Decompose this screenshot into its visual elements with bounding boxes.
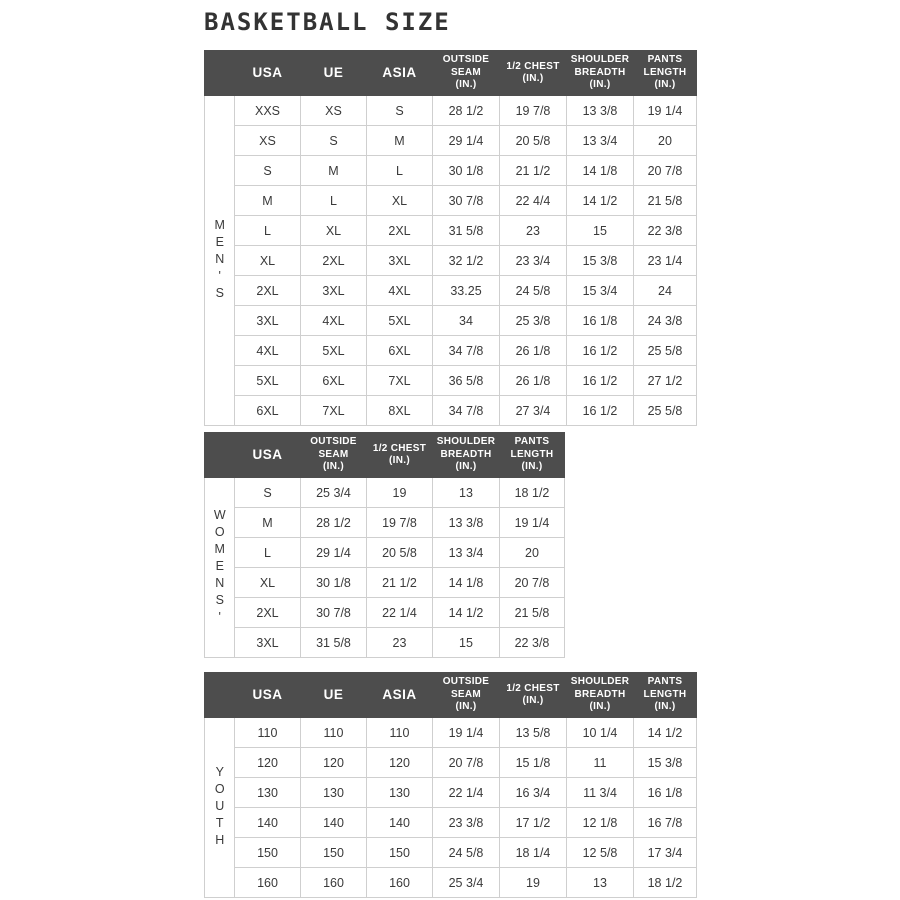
group-label-text: YOUTH — [212, 765, 227, 850]
cell: 14 1/2 — [567, 186, 634, 216]
column-header-outside-seam — [433, 673, 500, 718]
table-row — [205, 808, 697, 838]
mens-table-body — [205, 96, 697, 426]
cell: 7XL — [367, 366, 433, 396]
column-header-text: OUTSIDE SEAM — [442, 676, 490, 700]
cell: 29 1/4 — [301, 538, 367, 568]
column-header-unit: (IN.) — [654, 79, 676, 91]
cell: M — [235, 186, 301, 216]
cell: 13 3/8 — [567, 96, 634, 126]
table-row — [205, 246, 697, 276]
column-header-usa — [235, 673, 301, 718]
cell: 5XL — [367, 306, 433, 336]
cell: 30 1/8 — [301, 568, 367, 598]
cell: 15 — [433, 628, 500, 658]
cell: 23 3/8 — [433, 808, 500, 838]
column-header-ue — [301, 51, 367, 96]
table-row — [205, 478, 565, 508]
cell: L — [301, 186, 367, 216]
cell: 3XL — [301, 276, 367, 306]
cell: 20 — [634, 126, 697, 156]
cell: 13 3/4 — [567, 126, 634, 156]
cell: 2XL — [367, 216, 433, 246]
column-header-text: SHOULDER BREADTH — [570, 676, 630, 700]
cell: 30 7/8 — [301, 598, 367, 628]
cell: 22 4/4 — [500, 186, 567, 216]
column-header-unit: (IN.) — [455, 79, 477, 91]
cell: 16 1/8 — [567, 306, 634, 336]
cell: L — [235, 216, 301, 246]
column-header-text: PANTS LENGTH — [510, 436, 554, 460]
table-row — [205, 748, 697, 778]
cell: 19 — [500, 868, 567, 898]
cell: 110 — [367, 718, 433, 748]
cell: 18 1/4 — [500, 838, 567, 868]
cell: 150 — [235, 838, 301, 868]
cell: 21 1/2 — [500, 156, 567, 186]
cell: 22 3/8 — [634, 216, 697, 246]
cell: 11 3/4 — [567, 778, 634, 808]
column-header-text: 1/2 CHEST — [506, 682, 560, 694]
cell: 2XL — [301, 246, 367, 276]
cell: 19 7/8 — [367, 508, 433, 538]
cell: 23 3/4 — [500, 246, 567, 276]
cell: S — [367, 96, 433, 126]
cell: 26 1/8 — [500, 336, 567, 366]
cell: 15 1/8 — [500, 748, 567, 778]
cell: S — [301, 126, 367, 156]
table-row — [205, 306, 697, 336]
cell: 6XL — [367, 336, 433, 366]
cell: 7XL — [301, 396, 367, 426]
table-row — [205, 336, 697, 366]
cell: 14 1/8 — [567, 156, 634, 186]
cell: XL — [301, 216, 367, 246]
column-header-text: UE — [323, 65, 344, 81]
column-header-shoulder-breadth — [567, 673, 634, 718]
cell: 29 1/4 — [433, 126, 500, 156]
cell: XL — [235, 246, 301, 276]
cell: 20 — [500, 538, 565, 568]
column-header-text: USA — [252, 65, 283, 81]
column-header-unit: (IN.) — [589, 79, 611, 91]
cell: 2XL — [235, 598, 301, 628]
corner-cell — [205, 433, 235, 478]
cell: L — [235, 538, 301, 568]
table-row — [205, 186, 697, 216]
cell: 16 7/8 — [634, 808, 697, 838]
corner-cell — [205, 51, 235, 96]
table-row — [205, 276, 697, 306]
column-header-text: PANTS LENGTH — [643, 54, 687, 78]
cell: 16 1/8 — [634, 778, 697, 808]
column-header-text: UE — [323, 687, 344, 703]
cell: 120 — [235, 748, 301, 778]
table-header-row — [205, 51, 697, 96]
table-header-row — [205, 433, 565, 478]
cell: 34 7/8 — [433, 396, 500, 426]
column-header-unit: (IN.) — [323, 461, 344, 473]
column-header-text: SHOULDER BREADTH — [570, 54, 630, 78]
cell: 24 5/8 — [433, 838, 500, 868]
column-header-text: USA — [252, 687, 283, 703]
youth-size-table — [204, 672, 697, 898]
table-row — [205, 598, 565, 628]
cell: M — [235, 508, 301, 538]
column-header-shoulder-breadth — [567, 51, 634, 96]
cell: 120 — [301, 748, 367, 778]
corner-cell — [205, 673, 235, 718]
cell: 25 5/8 — [634, 336, 697, 366]
cell: 4XL — [235, 336, 301, 366]
cell: 32 1/2 — [433, 246, 500, 276]
table-header-row — [205, 673, 697, 718]
cell: 14 1/2 — [634, 718, 697, 748]
column-header-text: 1/2 CHEST — [506, 60, 560, 72]
column-header-text: SHOULDER BREADTH — [436, 436, 496, 460]
cell: M — [301, 156, 367, 186]
cell: 150 — [301, 838, 367, 868]
cell: 20 7/8 — [433, 748, 500, 778]
cell: 15 3/8 — [567, 246, 634, 276]
cell: 25 3/8 — [500, 306, 567, 336]
cell: XS — [301, 96, 367, 126]
cell: 10 1/4 — [567, 718, 634, 748]
cell: 130 — [235, 778, 301, 808]
cell: 36 5/8 — [433, 366, 500, 396]
cell: 22 1/4 — [433, 778, 500, 808]
mens-size-table — [204, 50, 697, 426]
column-header-text: OUTSIDE SEAM — [310, 436, 357, 460]
cell: 24 3/8 — [634, 306, 697, 336]
cell: 22 1/4 — [367, 598, 433, 628]
table-row — [205, 126, 697, 156]
column-header-unit: (IN.) — [522, 695, 544, 706]
cell: S — [235, 156, 301, 186]
cell: 13 — [567, 868, 634, 898]
cell: XXS — [235, 96, 301, 126]
cell: 30 1/8 — [433, 156, 500, 186]
cell: 4XL — [301, 306, 367, 336]
cell: 21 5/8 — [500, 598, 565, 628]
column-header-unit: (IN.) — [521, 461, 543, 473]
cell: 23 — [367, 628, 433, 658]
cell: 26 1/8 — [500, 366, 567, 396]
group-label-womens — [205, 478, 235, 658]
cell: M — [367, 126, 433, 156]
column-header-unit: (IN.) — [589, 701, 611, 713]
cell: L — [367, 156, 433, 186]
womens-table-header — [205, 433, 565, 478]
cell: 17 1/2 — [500, 808, 567, 838]
cell: 19 1/4 — [500, 508, 565, 538]
cell: 12 1/8 — [567, 808, 634, 838]
cell: 3XL — [235, 628, 301, 658]
cell: 25 3/4 — [433, 868, 500, 898]
cell: 160 — [235, 868, 301, 898]
cell: 110 — [301, 718, 367, 748]
table-row — [205, 366, 697, 396]
cell: 11 — [567, 748, 634, 778]
cell: 21 5/8 — [634, 186, 697, 216]
cell: XS — [235, 126, 301, 156]
cell: 140 — [235, 808, 301, 838]
group-label-text: WOMENS' — [212, 508, 227, 627]
mens-table-header — [205, 51, 697, 96]
cell: 6XL — [301, 366, 367, 396]
table-row — [205, 718, 697, 748]
column-header-ue — [301, 673, 367, 718]
column-header-text: OUTSIDE SEAM — [442, 54, 490, 78]
cell: 160 — [301, 868, 367, 898]
column-header-text: ASIA — [382, 687, 417, 703]
cell: 13 — [433, 478, 500, 508]
column-header-asia — [367, 51, 433, 96]
cell: 31 5/8 — [433, 216, 500, 246]
youth-table-body — [205, 718, 697, 898]
cell: 16 3/4 — [500, 778, 567, 808]
womens-table-body — [205, 478, 565, 658]
cell: 140 — [367, 808, 433, 838]
cell: 5XL — [301, 336, 367, 366]
cell: 27 3/4 — [500, 396, 567, 426]
cell: 20 5/8 — [500, 126, 567, 156]
table-row — [205, 508, 565, 538]
cell: 16 1/2 — [567, 366, 634, 396]
cell: 8XL — [367, 396, 433, 426]
group-label-youth — [205, 718, 235, 898]
cell: 3XL — [235, 306, 301, 336]
column-header-text: ASIA — [382, 65, 417, 81]
cell: 130 — [367, 778, 433, 808]
column-header-text: USA — [252, 447, 283, 463]
cell: 30 7/8 — [433, 186, 500, 216]
cell: 16 1/2 — [567, 336, 634, 366]
cell: 18 1/2 — [500, 478, 565, 508]
cell: 19 — [367, 478, 433, 508]
cell: 4XL — [367, 276, 433, 306]
cell: 5XL — [235, 366, 301, 396]
cell: 6XL — [235, 396, 301, 426]
cell: 34 — [433, 306, 500, 336]
cell: 130 — [301, 778, 367, 808]
cell: 14 1/8 — [433, 568, 500, 598]
cell: 3XL — [367, 246, 433, 276]
table-row — [205, 396, 697, 426]
cell: 110 — [235, 718, 301, 748]
cell: S — [235, 478, 301, 508]
column-header-usa — [235, 51, 301, 96]
table-row — [205, 96, 697, 126]
column-header-pants-length — [634, 673, 697, 718]
column-header-asia — [367, 673, 433, 718]
cell: 140 — [301, 808, 367, 838]
table-row — [205, 778, 697, 808]
womens-size-table — [204, 432, 565, 658]
cell: 20 7/8 — [500, 568, 565, 598]
cell: 27 1/2 — [634, 366, 697, 396]
column-header-usa — [235, 433, 301, 478]
cell: 13 3/4 — [433, 538, 500, 568]
table-row — [205, 628, 565, 658]
column-header-half-chest — [500, 673, 567, 718]
column-header-pants-length — [634, 51, 697, 96]
column-header-outside-seam — [433, 51, 500, 96]
group-label-mens — [205, 96, 235, 426]
page-title: BASKETBALL SIZE — [204, 8, 451, 36]
cell: XL — [235, 568, 301, 598]
table-row — [205, 568, 565, 598]
cell: 20 7/8 — [634, 156, 697, 186]
cell: 22 3/8 — [500, 628, 565, 658]
table-row — [205, 838, 697, 868]
cell: 15 3/8 — [634, 748, 697, 778]
cell: 20 5/8 — [367, 538, 433, 568]
column-header-unit: (IN.) — [455, 701, 477, 713]
cell: 17 3/4 — [634, 838, 697, 868]
column-header-half-chest — [500, 51, 567, 96]
cell: 24 — [634, 276, 697, 306]
column-header-text: 1/2 CHEST — [372, 442, 427, 454]
column-header-unit: (IN.) — [654, 701, 676, 713]
cell: 150 — [367, 838, 433, 868]
cell: 21 1/2 — [367, 568, 433, 598]
column-header-unit: (IN.) — [389, 455, 410, 466]
table-row — [205, 868, 697, 898]
cell: 19 7/8 — [500, 96, 567, 126]
cell: 19 1/4 — [634, 96, 697, 126]
cell: 13 5/8 — [500, 718, 567, 748]
column-header-unit: (IN.) — [455, 461, 477, 473]
cell: 23 1/4 — [634, 246, 697, 276]
cell: 15 — [567, 216, 634, 246]
cell: 28 1/2 — [301, 508, 367, 538]
cell: 120 — [367, 748, 433, 778]
column-header-half-chest — [367, 433, 433, 478]
table-row — [205, 156, 697, 186]
column-header-pants-length — [500, 433, 565, 478]
cell: 12 5/8 — [567, 838, 634, 868]
cell: 23 — [500, 216, 567, 246]
cell: 2XL — [235, 276, 301, 306]
column-header-text: PANTS LENGTH — [643, 676, 687, 700]
cell: 25 3/4 — [301, 478, 367, 508]
cell: 15 3/4 — [567, 276, 634, 306]
cell: 25 5/8 — [634, 396, 697, 426]
column-header-shoulder-breadth — [433, 433, 500, 478]
cell: 24 5/8 — [500, 276, 567, 306]
cell: 13 3/8 — [433, 508, 500, 538]
cell: 33.25 — [433, 276, 500, 306]
table-row — [205, 216, 697, 246]
column-header-outside-seam — [301, 433, 367, 478]
cell: 31 5/8 — [301, 628, 367, 658]
youth-table-header — [205, 673, 697, 718]
cell: 34 7/8 — [433, 336, 500, 366]
table-row — [205, 538, 565, 568]
column-header-unit: (IN.) — [522, 73, 544, 84]
cell: XL — [367, 186, 433, 216]
cell: 160 — [367, 868, 433, 898]
cell: 16 1/2 — [567, 396, 634, 426]
cell: 28 1/2 — [433, 96, 500, 126]
cell: 14 1/2 — [433, 598, 500, 628]
cell: 18 1/2 — [634, 868, 697, 898]
cell: 19 1/4 — [433, 718, 500, 748]
group-label-text: MEN'S — [212, 218, 227, 303]
